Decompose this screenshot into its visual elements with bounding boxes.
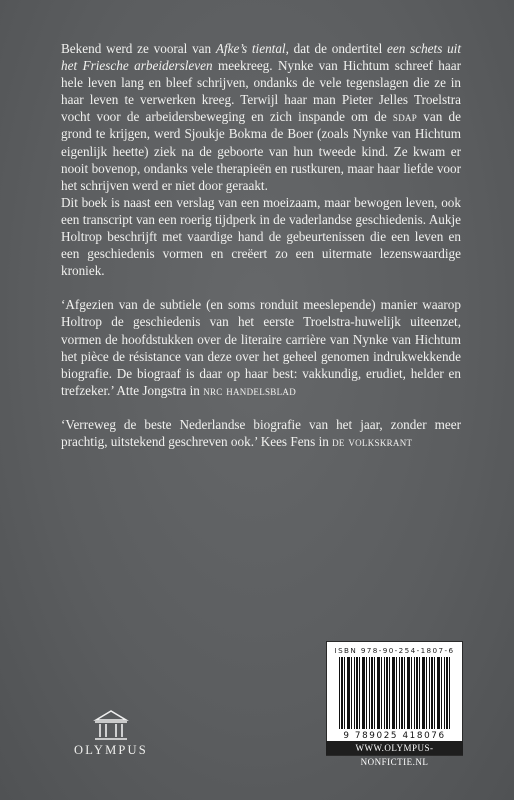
- review-source-de-volkskrant: de volkskrant: [332, 433, 413, 449]
- review-quote-text: ‘Afgezien van de subtiele (en soms ronduit meeslepende) manier waarop Holtrop de geschiedenis van het eerste Troelstra-huwelijk uiteenzet, vormen de hoofdstukken over de literaire carrière van Nynke van Hichtum het pièce de résistance van deze over het geheel genomen indrukwekkende biografie. De biograaf is daar op haar best: vakkundig, erudiet, helder en trefzeker.’ Atte Jongstra in: [61, 297, 461, 398]
- blurb-text-segment: meekreeg. Nynke van Hichtum schreef haar hele leven lang en bleef schrijven, ondanks de vele tegenslagen die ze in haar leven te verwerken kreeg. Terwijl haar man Pieter Jelles Troelstra vocht voor de arbeidersbeweging en zich inspande om de: [61, 58, 461, 125]
- sdap-abbreviation: sdap: [392, 109, 418, 125]
- blurb-text-segment: Bekend werd ze vooral van: [61, 41, 216, 56]
- book-title-afkes-tiental: Afke’s tiental: [215, 41, 286, 56]
- isbn-label: ISBN 978-90-254-1807-6: [334, 646, 455, 655]
- blurb-paragraph-1: [61, 40, 461, 194]
- publisher-name: OLYMPUS: [74, 743, 148, 757]
- review-source-nrc-handelsblad: nrc handelsblad: [203, 382, 297, 398]
- barcode: [326, 641, 463, 756]
- review-quote-volkskrant: [61, 416, 461, 450]
- blurb-text-segment: van de grond te krijgen, werd Sjoukje Bokma de Boer (zoals Nynke van Hichtum eigenlijk heette) ziek na de geboorte van hun tweede kind. Ze kwam er nooit bovenop, ondanks vele therapieën en rustkuren, maar haar liefde voor het schrijven werd er niet door geraakt.: [61, 109, 461, 193]
- review-quote-text: ‘Verreweg de beste Nederlandse biografie van het jaar, zonder meer prachtig, uitstekend geschreven ook.’ Kees Fens in: [61, 416, 461, 449]
- publisher-url: WWW.OLYMPUS-NONFICTIE.NL: [326, 741, 463, 755]
- subtitle-friesche-arbeidersleven: een schets uit het Friesche arbeidersleven: [61, 41, 462, 74]
- barcode-bars: [339, 657, 452, 729]
- blurb-text-segment: , dat de ondertitel: [285, 41, 388, 56]
- barcode-digits: 9 789025 418076: [343, 731, 446, 741]
- blurb-paragraph-2: Dit boek is naast een verslag van een moeizaam, maar bewogen leven, ook een transcript van een roerig tijdperk in de vaderlandse geschiedenis. Aukje Holtrop beschrijft met vaardige hand de gebeurtenissen die een leven en een geschiedenis vormen en creëert zo een uitermate lezenswaardige kroniek.: [61, 194, 461, 279]
- blurb-text: [61, 40, 461, 450]
- review-quote-nrc: [61, 296, 461, 399]
